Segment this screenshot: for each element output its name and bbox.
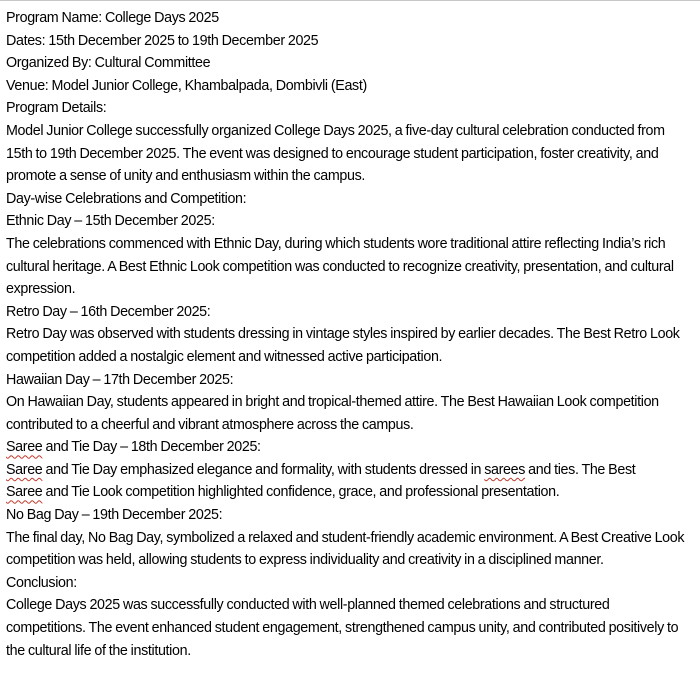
conclusion-heading: Conclusion: — [6, 574, 77, 591]
spellcheck-word[interactable]: Saree — [6, 439, 43, 456]
program-details-heading: Program Details: — [6, 100, 107, 117]
hawaiian-day-heading: Hawaiian Day – 17th December 2025: — [6, 371, 234, 388]
ethnic-day-paragraph: The celebrations commenced with Ethnic Day, during which students wore traditional attire reflecting India’s rich cultural heritage. A Best Ethnic Look competition was conducted to recognize creativity, presentation, and cultural expression. — [6, 235, 674, 298]
no-bag-day-paragraph: The final day, No Bag Day, symbolized a relaxed and student-friendly academic environment. A Best Creative Look competition was held, allowing students to express individuality and creativity in a disciplined manner. — [6, 529, 685, 569]
saree-tie-day-paragraph — [6, 459, 690, 504]
saree-tie-day-heading — [6, 436, 690, 459]
program-name-line: Program Name: College Days 2025 — [6, 10, 219, 26]
daywise-heading: Day-wise Celebrations and Competition: — [6, 190, 247, 207]
organizer-line: Organized By: Cultural Committee — [6, 55, 211, 72]
paragraph-text: and Tie Look competition highlighted confidence, grace, and professional presentation. — [42, 484, 560, 501]
spellcheck-word[interactable]: sarees — [484, 461, 526, 478]
heading-text: and Tie Day – 18th December 2025: — [42, 439, 261, 456]
venue-line: Venue: Model Junior College, Khambalpada, Dombivli (East) — [6, 77, 367, 94]
program-dates-line: Dates: 15th December 2025 to 19th December 2025 — [6, 32, 319, 49]
ethnic-day-heading: Ethnic Day – 15th December 2025: — [6, 213, 215, 230]
spellcheck-word[interactable]: Saree — [6, 484, 43, 501]
no-bag-day-heading: No Bag Day – 19th December 2025: — [6, 507, 223, 524]
program-details-paragraph: Model Junior College successfully organized College Days 2025, a five-day cultural celebration conducted from 15th to 19th December 2025. The event was designed to encourage student participation, foster creativity, and promote a sense of unity and enthusiasm within the campus. — [6, 122, 665, 185]
retro-day-heading: Retro Day – 16th December 2025: — [6, 303, 211, 320]
retro-day-paragraph: Retro Day was observed with students dressing in vintage styles inspired by earlier decades. The Best Retro Look competition added a nostalgic element and witnessed active participation. — [6, 326, 680, 365]
paragraph-text: and Tie Day emphasized elegance and formality, with students dressed in — [42, 461, 485, 478]
spellcheck-word[interactable]: Saree — [6, 461, 43, 478]
hawaiian-day-paragraph: On Hawaiian Day, students appeared in bright and tropical-themed attire. The Best Hawaiian Look competition contributed to a cheerful and vibrant atmosphere across the campus. — [6, 394, 659, 433]
conclusion-paragraph: College Days 2025 was successfully conducted with well-planned themed celebrations and structured competitions. The event enhanced student engagement, strengthened campus unity, and contributed positively to the cultural life of the institution. — [6, 597, 679, 659]
paragraph-text: and ties. The Best — [525, 461, 636, 478]
